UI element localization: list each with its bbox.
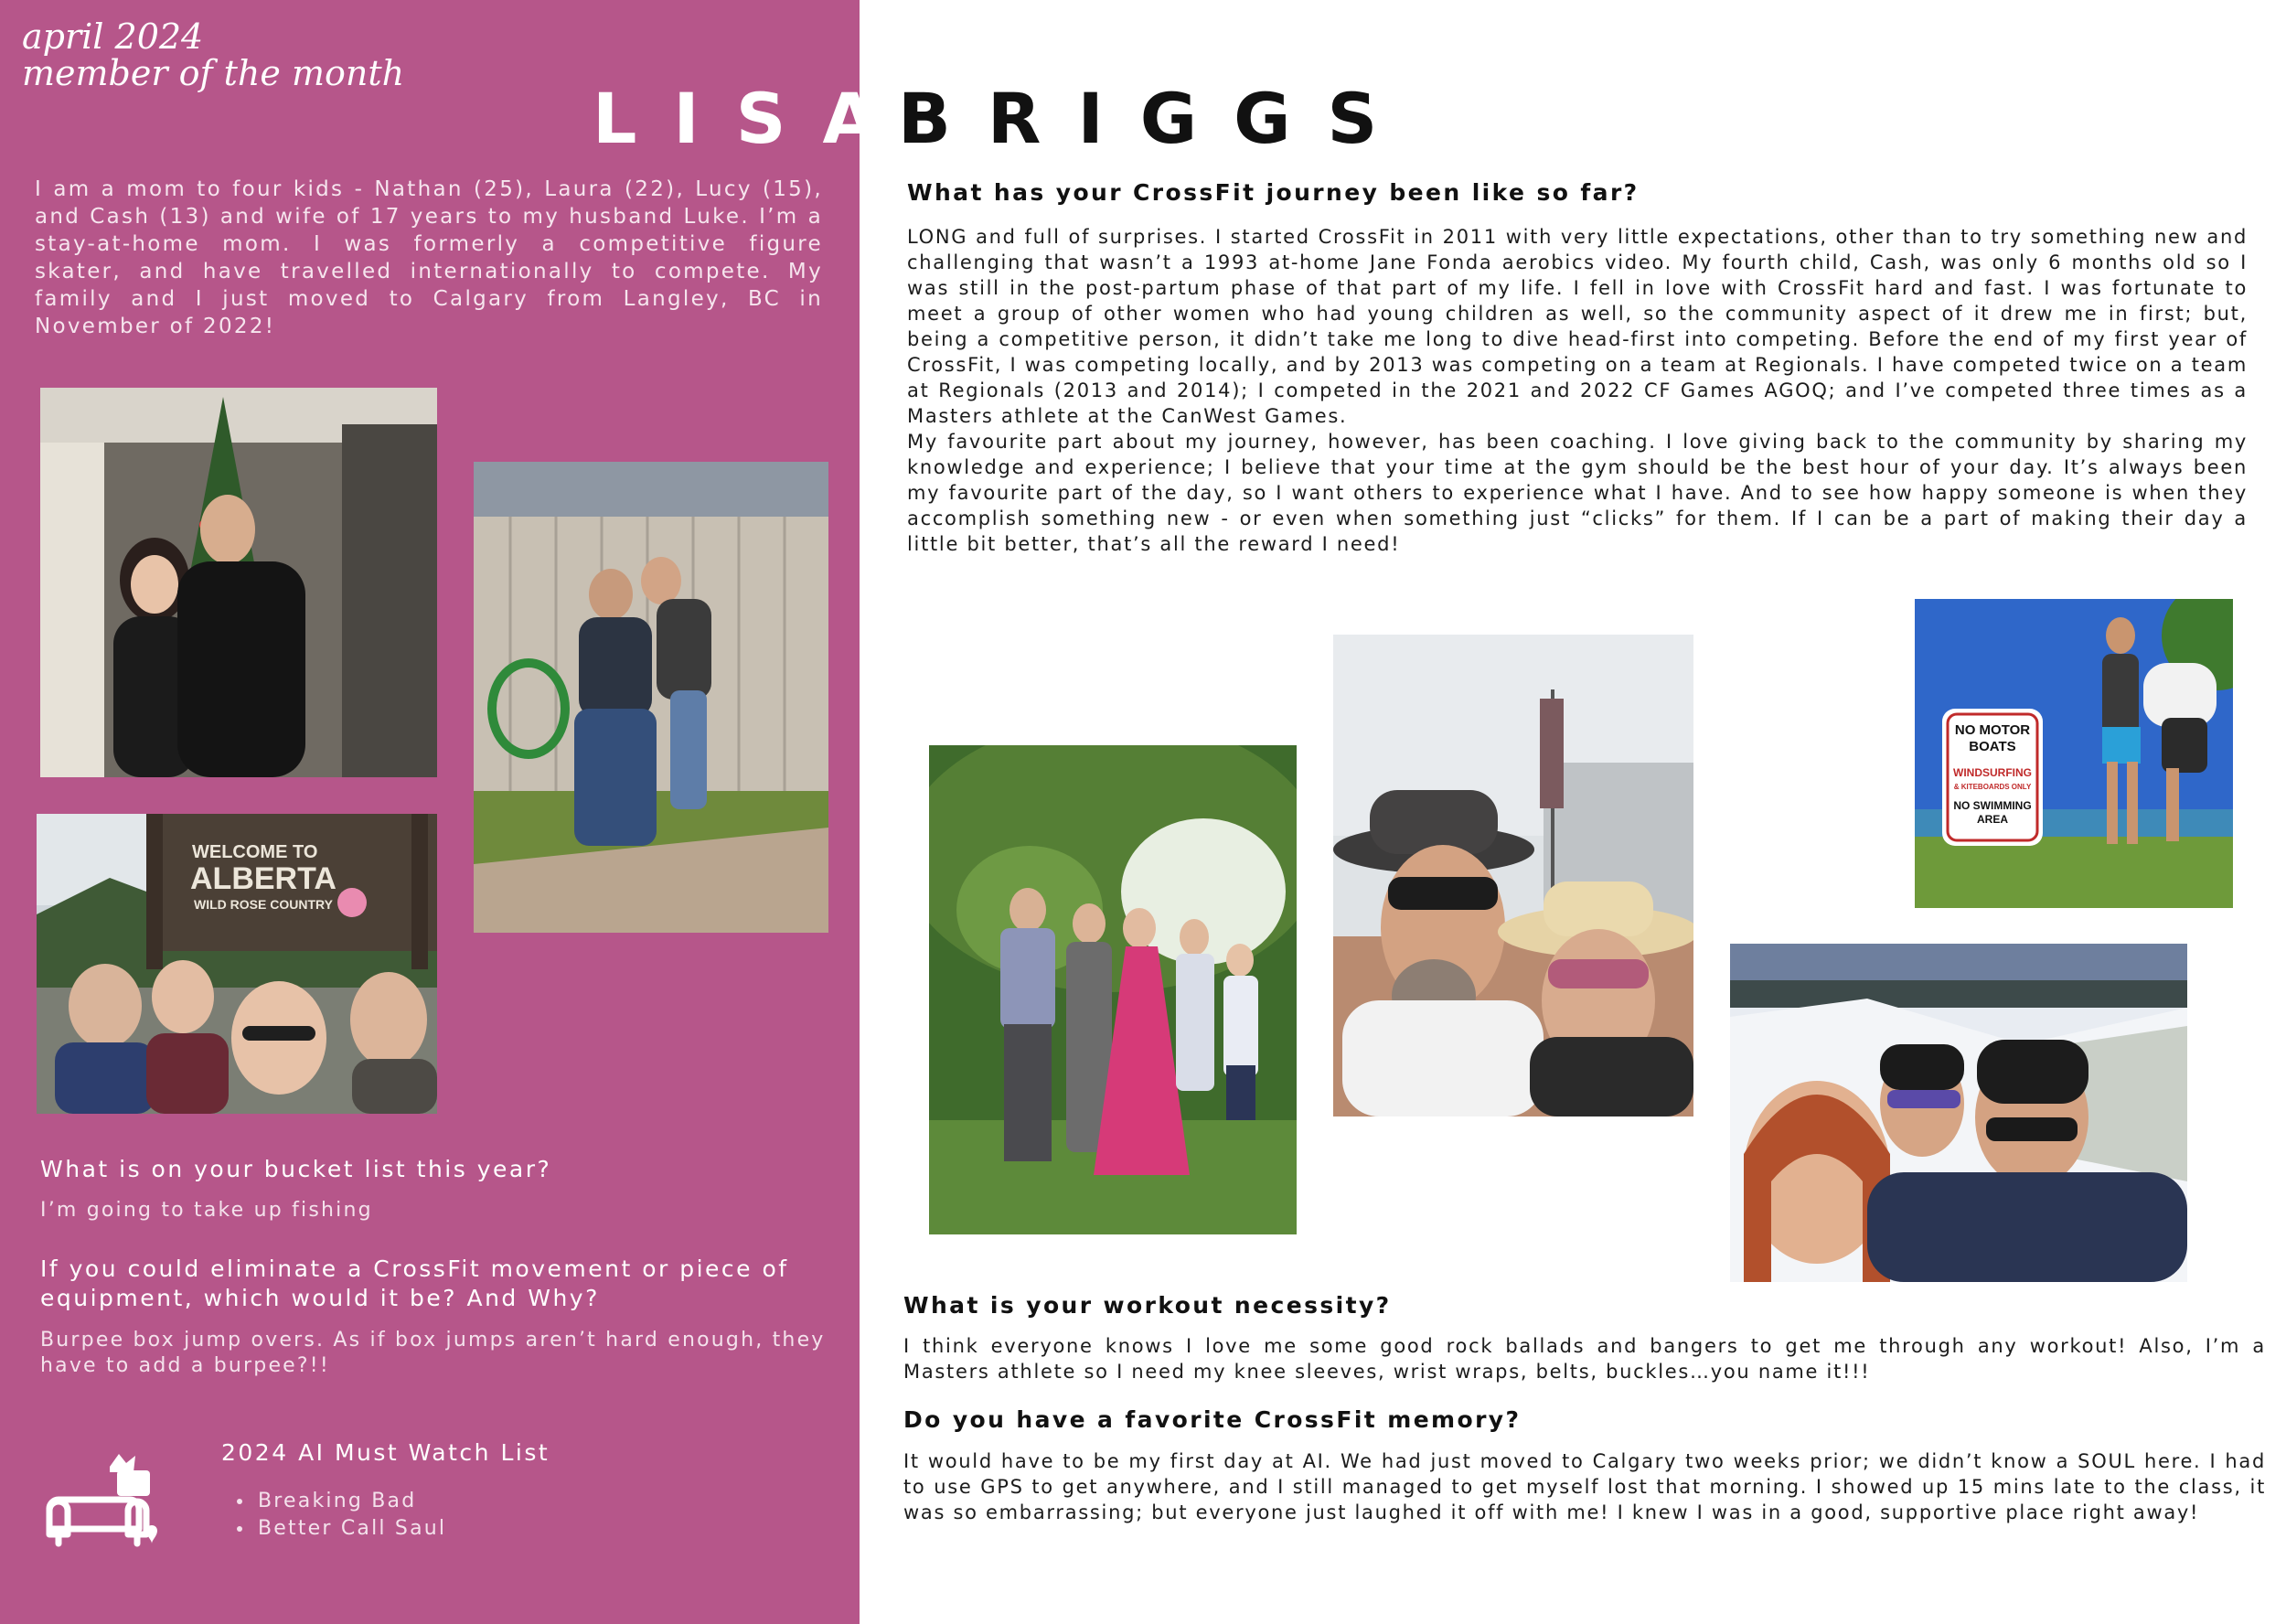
watch-list — [229, 1488, 766, 1543]
sign-no-swimming: NO SWIMMING — [1953, 799, 2032, 812]
memory-answer: It would have to be my first day at AI. We had just moved to Calgary two weeks prior; we didn’t know a SOUL here. I had to use GPS to get anywhere, and I still managed to get myself lost that morning. I showed up 15 mins late to the class, it was so embarrassing; but everyone just laughed it off with me! I knew I was in a good, supportive place right away! — [903, 1450, 2266, 1523]
photo-couple-bench — [474, 462, 828, 933]
journey-question: What has your CrossFit journey been like so far? — [907, 179, 1640, 206]
journey-paragraph: LONG and full of surprises. I started CrossFit in 2011 with very little expectations, other than to try something new and challenging that wasn’t a 1993 at-home Jane Fonda aerobics video. My fourth child, Cash, was only 6 months old so I was still in the post-partum phase of that part of my life. I fell in love with CrossFit hard and fast. I was fortunate to meet a group of other women who had young children as well, so the community aspect of it drew me in first; but, being a competitive person, it didn’t take me long to dive head-first into competing. Before the end of my first year of CrossFit, I was competing locally, and by 2013 was competing on a team at Regionals. I have competed twice on a team at Regionals (2013 and 2014); I competed in the 2021 and 2022 CF Games AGOQ; and I’ve competed three times as a Masters athlete at the CanWest Games. — [907, 226, 2248, 427]
necessity-answer: I think everyone knows I love me some good rock ballads and bangers to get me through any workout! Also, I’m a Masters athlete so I need my knee sleeves, wrist wraps, belts, buckles…you name it!!! — [903, 1335, 2266, 1383]
photo-family-formal — [929, 745, 1297, 1234]
sign-welcome: WELCOME TO — [192, 842, 318, 862]
bucket-list-question: What is on your bucket list this year? — [40, 1156, 552, 1182]
sign-alberta: ALBERTA — [190, 861, 336, 896]
journey-answer — [907, 224, 2248, 557]
journey-paragraph: My favourite part about my journey, however, has been coaching. I love giving back to the community by sharing my knowledge and experience; I believe that your time at the gym should be the best hour of your day. It’s always been my favourite part of the day, so I want others to experience what I have. And to see how happy someone is when they accomplish something new - or even when something just “clicks” for them. If I can be a part of making their day a little bit better, that’s all the reward I need! — [907, 431, 2248, 555]
photo-cowboy-hats — [1333, 635, 1693, 1116]
photo-lake-sign — [1915, 599, 2233, 908]
watch-list-item: • Better Call Saul — [254, 1515, 766, 1543]
memory-question: Do you have a favorite CrossFit memory? — [903, 1406, 1522, 1433]
issue-subtitle: member of the month — [22, 53, 405, 93]
photo-alberta-selfie — [37, 814, 437, 1114]
sign-area: AREA — [1976, 813, 2009, 826]
sign-kiteboards: & KITEBOARDS ONLY — [1953, 783, 2032, 791]
issue-date: april 2024 — [22, 16, 204, 57]
member-first-name: LISA — [593, 78, 913, 159]
bucket-list-answer: I’m going to take up fishing — [40, 1199, 373, 1222]
member-last-name: BRIGGS — [898, 78, 1415, 159]
photo-winter-selfie — [1730, 944, 2187, 1282]
sign-wild-rose: WILD ROSE COUNTRY — [194, 897, 333, 912]
necessity-question: What is your workout necessity? — [903, 1292, 1392, 1319]
sign-boats: BOATS — [1969, 739, 2016, 754]
eliminate-answer: Burpee box jump overs. As if box jumps aren’t hard enough, they have to add a burpee?!! — [40, 1329, 826, 1377]
intro-paragraph: I am a mom to four kids - Nathan (25), Laura (22), Lucy (15), and Cash (13) and wife of 17 years to my husband Luke. I’m a stay-at-home mom. I was formerly a competitive figure skater, and have travelled internationally to compete. My family and I just moved to Calgary from Langley, BC in November of 2022! — [35, 177, 823, 338]
watch-list-item: • Breaking Bad — [254, 1488, 766, 1515]
watch-list-title: 2024 AI Must Watch List — [221, 1439, 550, 1466]
couch-tv-icon — [38, 1447, 166, 1556]
photo-couple-christmas — [40, 388, 437, 777]
sign-no-motor: NO MOTOR — [1954, 722, 2031, 738]
sign-windsurfing: WINDSURFING — [1953, 766, 2032, 779]
eliminate-question: If you could eliminate a CrossFit movement or piece of equipment, which would it be? And Why? — [40, 1255, 789, 1311]
